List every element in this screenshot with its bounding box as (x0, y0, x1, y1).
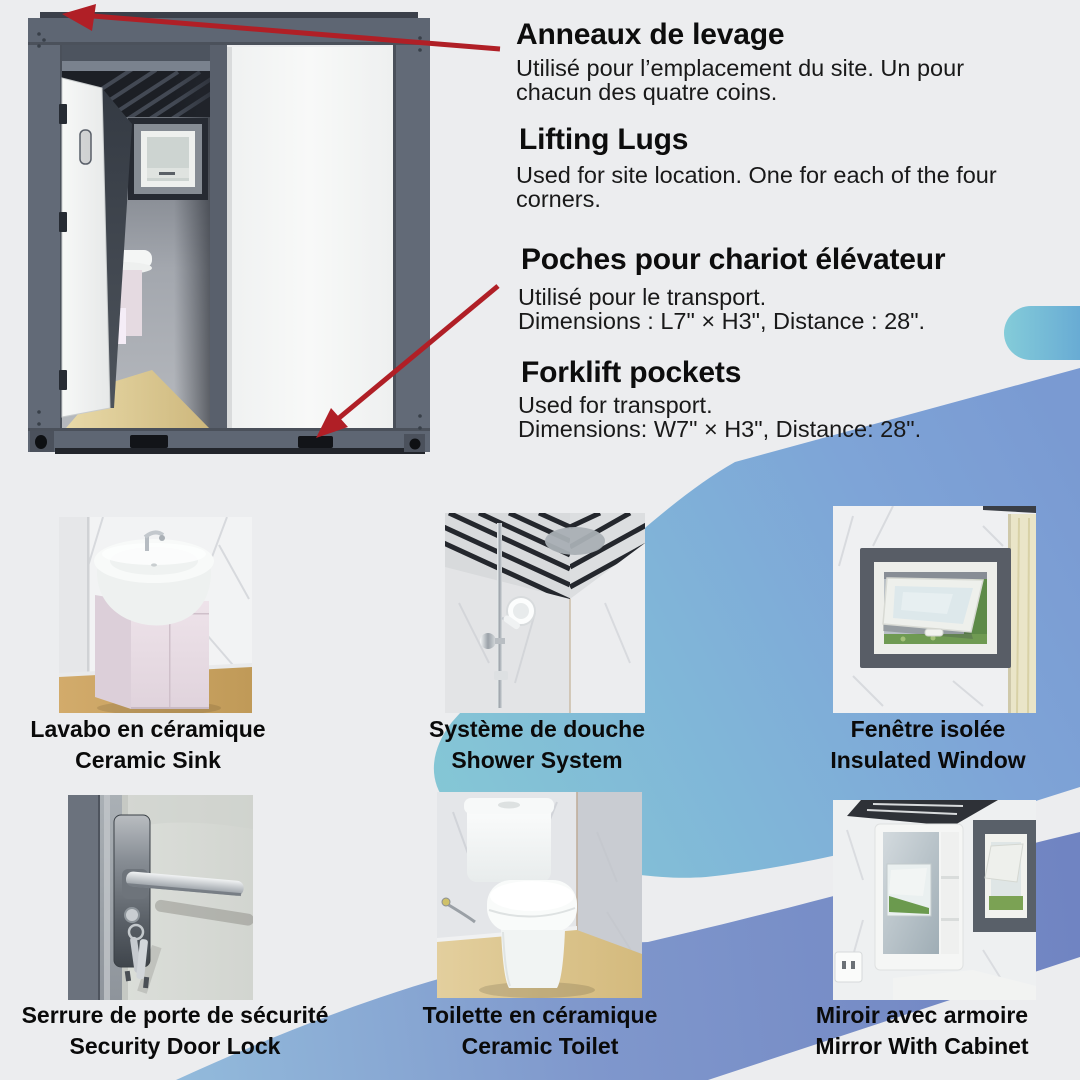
feature-forklift-fr-body (518, 286, 925, 333)
feature-line: corners. (516, 185, 601, 212)
feature-lifting-lugs-en (519, 123, 688, 157)
forklift-pocket-left (130, 435, 168, 448)
white-panel-door (227, 47, 393, 430)
caption-en: Shower System (451, 747, 623, 773)
feature-title: Anneaux de levage (516, 18, 785, 51)
container-top-beam (28, 18, 430, 45)
window-handle (925, 629, 943, 636)
container-top-rail (40, 12, 418, 19)
feature-lifting-lugs-fr (516, 18, 784, 52)
caption-fr: Serrure de porte de sécurité (21, 1002, 329, 1028)
feature-lifting-lugs-fr-body (516, 57, 964, 104)
caption-insulated-window (770, 714, 1080, 776)
caption-shower-system (377, 714, 697, 776)
caption-fr: Système de douche (428, 716, 646, 742)
center-mullion (210, 45, 227, 430)
awning-window (860, 548, 1011, 668)
feature-forklift-en (521, 356, 741, 390)
door-frame-edge (68, 795, 98, 1000)
feature-title: Lifting Lugs (519, 123, 689, 156)
feature-line: Dimensions : L7" × H3", Distance : 28". (518, 307, 926, 334)
caption-mirror-cabinet (764, 1000, 1080, 1062)
rain-shower-head (545, 527, 605, 555)
caption-ceramic-sink (0, 714, 296, 776)
feature-title: Poches pour chariot élévateur (521, 243, 946, 276)
feature-lifting-lugs-en-body (516, 164, 997, 211)
feature-line: Utilisé pour l’emplacement du site. Un pour (516, 55, 965, 81)
valve-knob (480, 633, 496, 649)
feature-title: Forklift pockets (521, 356, 742, 389)
caption-en: Ceramic Sink (75, 747, 221, 773)
photo-insulated-window (833, 506, 1036, 713)
feature-line: Utilisé pour le transport. (518, 284, 767, 310)
photo-security-door-lock (68, 795, 253, 1000)
feature-forklift-en-body (518, 394, 921, 441)
container-unit-photo (24, 8, 434, 468)
feature-line: Dimensions: W7" × H3", Distance: 28". (518, 415, 922, 442)
caption-en: Ceramic Toilet (461, 1033, 619, 1059)
pill-shape (1004, 306, 1080, 360)
photo-ceramic-toilet (437, 792, 642, 998)
interior-window (128, 118, 208, 200)
caption-en: Insulated Window (830, 747, 1026, 773)
forklift-pocket-right (298, 436, 333, 448)
power-outlet (835, 952, 862, 982)
feature-forklift-fr (521, 243, 945, 277)
caption-security-door-lock (5, 1000, 345, 1062)
container-unit-drawing (24, 8, 434, 468)
caption-fr: Lavabo en céramique (30, 716, 266, 742)
photo-ceramic-sink (59, 517, 252, 713)
photo-mirror-cabinet (833, 800, 1036, 1000)
photo-shower-system (445, 513, 645, 713)
feature-line: Used for transport. (518, 392, 713, 418)
container-left-column (28, 45, 62, 440)
caption-ceramic-toilet (370, 1000, 710, 1062)
door-emblem (80, 130, 91, 164)
caption-fr: Fenêtre isolée (850, 716, 1006, 742)
curtain (1008, 514, 1036, 713)
caption-en: Security Door Lock (69, 1033, 281, 1059)
container-right-column (396, 45, 430, 440)
caption-fr: Toilette en céramique (422, 1002, 658, 1028)
caption-en: Mirror With Cabinet (815, 1033, 1029, 1059)
feature-line: Used for site location. One for each of the four (516, 162, 997, 188)
mirror-cabinet (875, 824, 963, 970)
caption-fr: Miroir avec armoire (815, 1002, 1029, 1028)
feature-line: chacun des quatre coins. (516, 78, 778, 105)
wall-window (973, 820, 1036, 932)
